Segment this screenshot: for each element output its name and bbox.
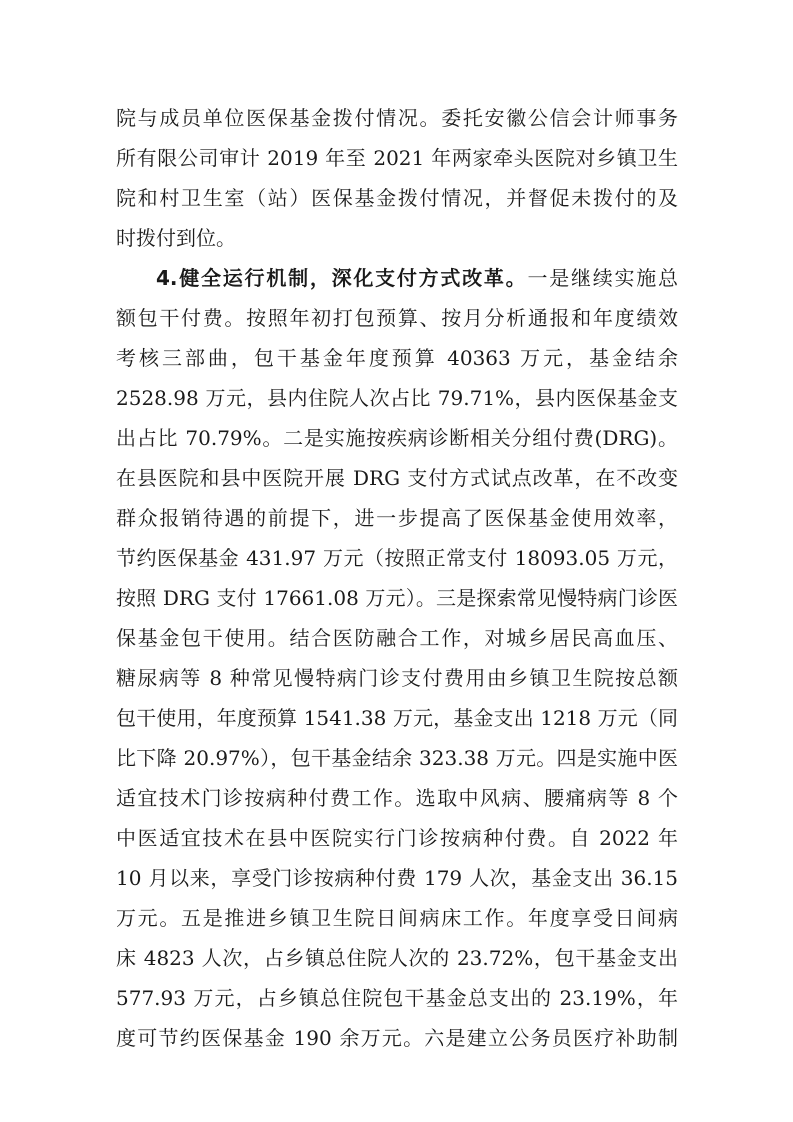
paragraph-line-17: 比下降 20.97%），包干基金结余 323.38 万元。四是实施中医: [116, 746, 678, 770]
paragraph-line-13: 按照 DRG 支付 17661.08 万元）。三是探索常见慢特病门诊医: [116, 586, 678, 610]
paragraph-line-6: 额包干付费。按照年初打包预算、按月分析通报和年度绩效: [116, 306, 678, 330]
paragraph-line-16: 包干使用，年度预算 1541.38 万元，基金支出 1218 万元（同: [116, 706, 678, 730]
paragraph-line-9: 出占比 70.79%。二是实施按疾病诊断相关分组付费(DRG)。: [116, 426, 678, 450]
paragraph-line-20: 10 月以来，享受门诊按病种付费 179 人次，基金支出 36.15: [116, 866, 678, 890]
paragraph-line-7: 考核三部曲，包干基金年度预算 40363 万元，基金结余: [116, 346, 678, 370]
paragraph-line-3: 院和村卫生室（站）医保基金拨付情况，并督促未拨付的及: [116, 186, 678, 210]
paragraph-line-8: 2528.98 万元，县内住院人次占比 79.71%，县内医保基金支: [116, 386, 678, 410]
paragraph-line-14: 保基金包干使用。结合医防融合工作，对城乡居民高血压、: [116, 626, 678, 650]
paragraph-line-12: 节约医保基金 431.97 万元（按照正常支付 18093.05 万元，: [116, 546, 678, 570]
paragraph-line-10: 在县医院和县中医院开展 DRG 支付方式试点改革，在不改变: [116, 466, 678, 490]
paragraph-line-23: 577.93 万元，占乡镇总住院包干基金总支出的 23.19%，年: [116, 986, 678, 1010]
paragraph-line-21: 万元。五是推进乡镇卫生院日间病床工作。年度享受日间病: [116, 906, 678, 930]
paragraph-line-1: 院与成员单位医保基金拨付情况。委托安徽公信会计师事务: [116, 106, 678, 130]
heading-line-text: 一是继续实施总: [527, 266, 678, 290]
paragraph-line-18: 适宜技术门诊按病种付费工作。选取中风病、腰痛病等 8 个: [116, 786, 678, 810]
paragraph-line-2: 所有限公司审计 2019 年至 2021 年两家牵头医院对乡镇卫生: [116, 146, 678, 170]
paragraph-line-24: 度可节约医保基金 190 余万元。六是建立公务员医疗补助制: [116, 1026, 678, 1050]
paragraph-line-4: 时拨付到位。: [116, 226, 236, 250]
paragraph-line-22: 床 4823 人次，占乡镇总住院人次的 23.72%，包干基金支出: [116, 946, 678, 970]
paragraph-line-15: 糖尿病等 8 种常见慢特病门诊支付费用由乡镇卫生院按总额: [116, 666, 678, 690]
paragraph-line-11: 群众报销待遇的前提下，进一步提高了医保基金使用效率，: [116, 506, 678, 530]
section-heading-line: [156, 258, 678, 298]
section-heading: 4.健全运行机制，深化支付方式改革。: [156, 266, 528, 290]
paragraph-line-19: 中医适宜技术在县中医院实行门诊按病种付费。自 2022 年: [116, 826, 678, 850]
